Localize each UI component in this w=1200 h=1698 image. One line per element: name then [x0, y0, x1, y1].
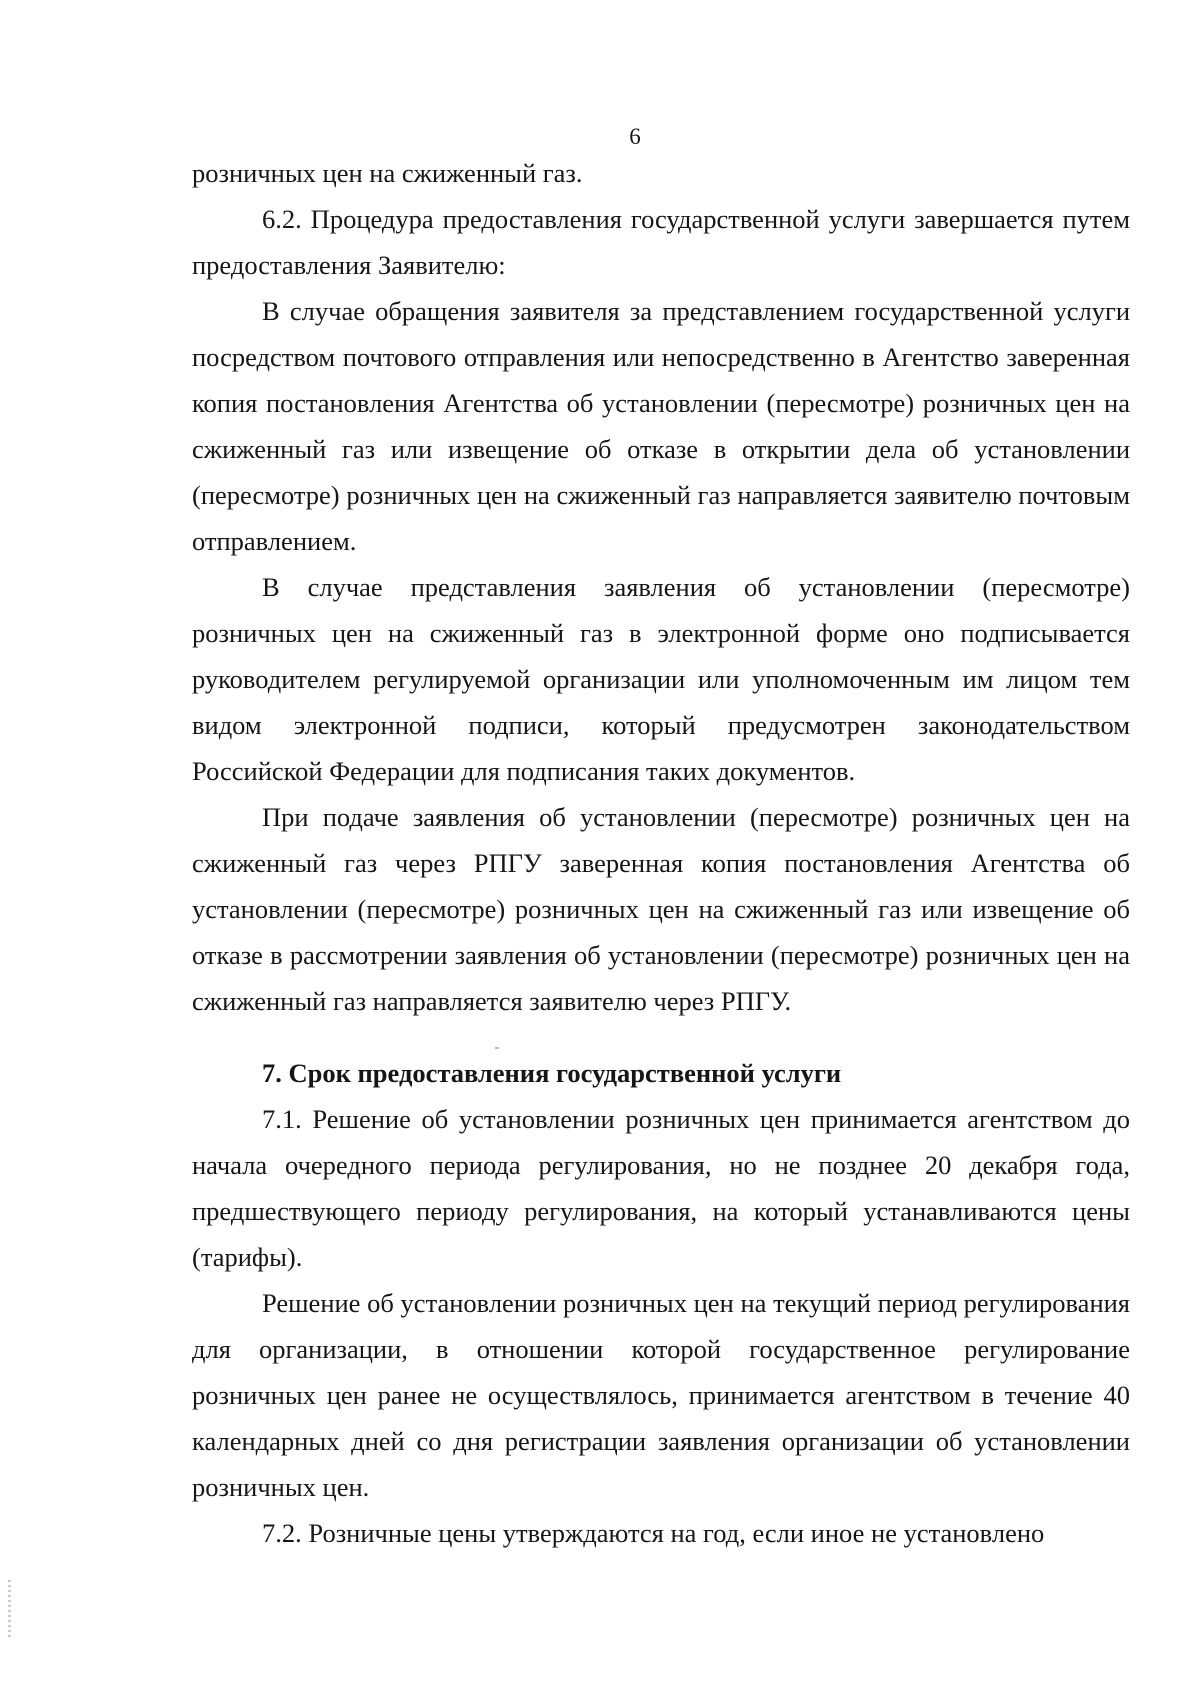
section-heading-7: 7. Срок предоставления государственной услуги — [262, 1058, 842, 1088]
paragraph-6-2: 6.2. Процедура предоставления государственной услуги завершается путем предоставления Заявителю: — [192, 204, 1130, 280]
page-number: 6 — [629, 124, 641, 149]
paragraph-electronic-form: В случае представления заявления об установлении (пересмотре) розничных цен на сжиженный газ в электронной форме оно подписывается руководителем регулируемой организации или уполномоченным им лицом тем видом электронной подписи, который предусмотрен законодательством Российской Федерации для подписания таких документов. — [192, 572, 1130, 786]
paragraph-postal-delivery: В случае обращения заявителя за представлением государственной услуги посредством почтового отправления или непосредственно в Агентство заверенная копия постановления Агентства об установлении (пересмотре) розничных цен на сжиженный газ или извещение об отказе в открытии дела об установлении (пересмотре) розничных цен на сжиженный газ направляется заявителю почтовым отправлением. — [192, 296, 1130, 556]
paragraph-current-period-decision: Решение об установлении розничных цен на текущий период регулирования для организации, в отношении которой государственное регулирование розничных цен ранее не осуществлялось, принимается агентством в течение 40 календарных дней со дня регистрации заявления организации об установлении розничных цен. — [192, 1288, 1130, 1502]
paragraph-7-1: 7.1. Решение об установлении розничных цен принимается агентством до начала очередного периода регулирования, но не позднее 20 декабря года, предшествующего периоду регулирования, на который устанавливаются цены (тарифы). — [192, 1104, 1130, 1272]
paragraph-rpgu-submission: При подаче заявления об установлении (пересмотре) розничных цен на сжиженный газ через РПГУ заверенная копия постановления Агентства об установлении (пересмотре) розничных цен на сжиженный газ или извещение об отказе в рассмотрении заявления об установлении (пересмотре) розничных цен на сжиженный газ направляется заявителю через РПГУ. — [192, 802, 1130, 1016]
document-body — [192, 150, 1130, 1556]
paragraph-7-2: 7.2. Розничные цены утверждаются на год, если иное не установлено — [262, 1518, 1045, 1548]
scan-speck — [495, 1047, 499, 1049]
scan-edge-mark — [8, 1580, 11, 1640]
paragraph-continuation: розничных цен на сжиженный газ. — [192, 158, 583, 188]
